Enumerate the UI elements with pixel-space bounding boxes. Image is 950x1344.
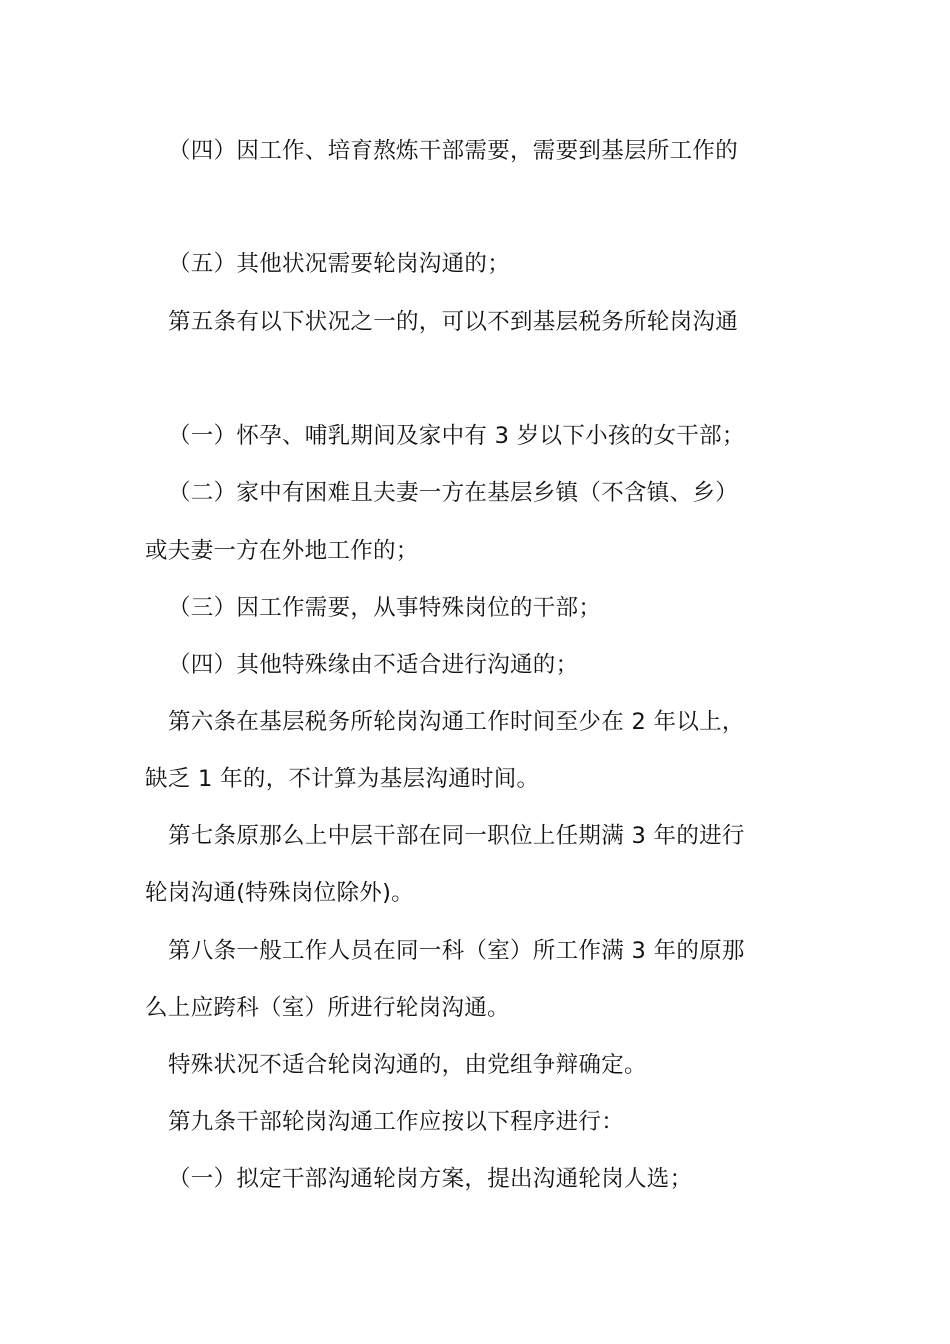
paragraph-line: （三）因工作需要，从事特殊岗位的干部； — [168, 595, 602, 621]
paragraph-line: （五）其他状况需要轮岗沟通的； — [168, 251, 511, 277]
paragraph-line: （二）家中有困难且夫妻一方在基层乡镇（不含镇、乡） — [168, 480, 739, 506]
article-heading-line: 第八条一般工作人员在同一科（室）所工作满 3 年的原那 — [168, 938, 745, 964]
article-heading-line: 第六条在基层税务所轮岗沟通工作时间至少在 2 年以上， — [168, 709, 745, 735]
paragraph-continuation-line: 轮岗沟通(特殊岗位除外)。 — [145, 880, 414, 906]
paragraph-continuation-line: 缺乏 1 年的，不计算为基层沟通时间。 — [145, 766, 540, 792]
paragraph-continuation-line: 么上应跨科（室）所进行轮岗沟通。 — [145, 995, 510, 1021]
paragraph-line: （一）拟定干部沟通轮岗方案，提出沟通轮岗人选； — [168, 1166, 693, 1192]
article-heading-line: 第五条有以下状况之一的，可以不到基层税务所轮岗沟通 — [168, 309, 739, 335]
paragraph-line: 特殊状况不适合轮岗沟通的，由党组争辩确定。 — [168, 1052, 647, 1078]
article-heading-line: 第九条干部轮岗沟通工作应按以下程序进行： — [168, 1109, 625, 1135]
paragraph-line: （一）怀孕、哺乳期间及家中有 3 岁以下小孩的女干部； — [168, 423, 745, 449]
paragraph-line: （四）因工作、培育熬炼干部需要，需要到基层所工作的 — [168, 138, 739, 164]
paragraph-continuation-line: 或夫妻一方在外地工作的； — [145, 538, 419, 564]
article-heading-line: 第七条原那么上中层干部在同一职位上任期满 3 年的进行 — [168, 823, 745, 849]
paragraph-line: （四）其他特殊缘由不适合进行沟通的； — [168, 652, 579, 678]
